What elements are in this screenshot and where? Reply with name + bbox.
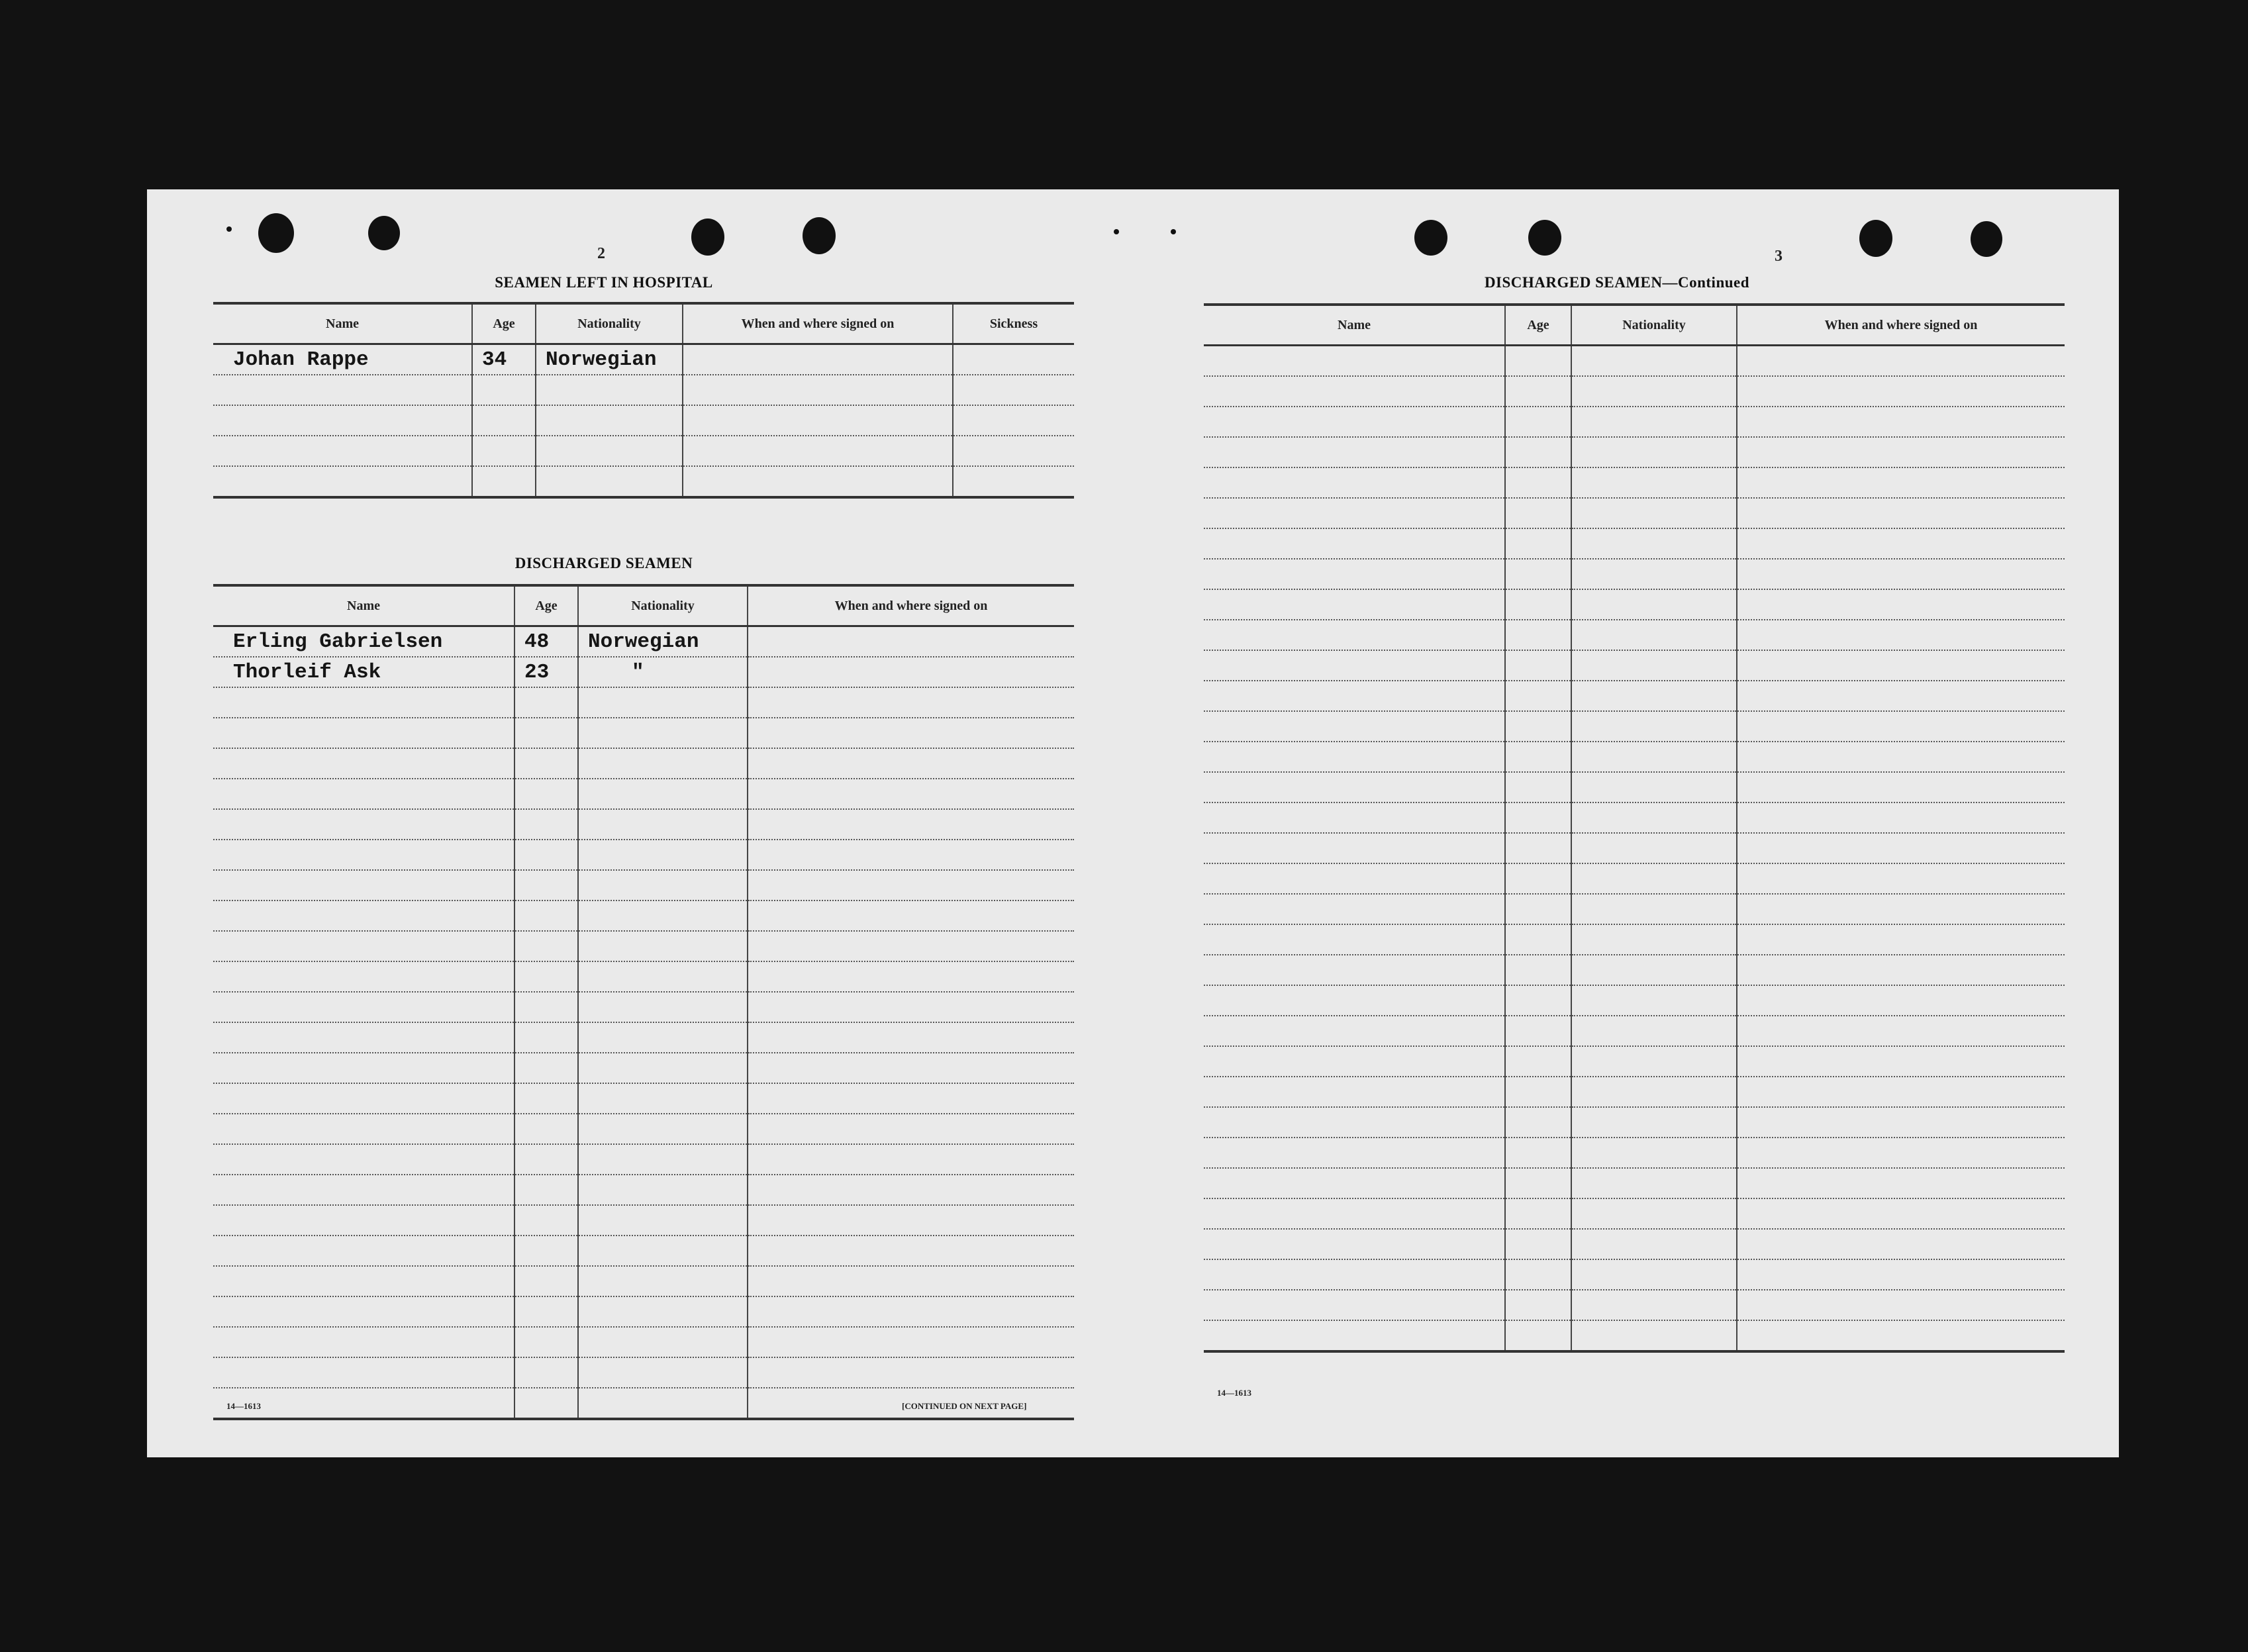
- table-row: [1204, 528, 2065, 559]
- table-row: [213, 1114, 1074, 1144]
- column-header-name: Name: [213, 303, 472, 344]
- table-row: [213, 1205, 1074, 1236]
- cell-name: Johan Rappe: [213, 344, 472, 375]
- table-row: [213, 870, 1074, 900]
- cell-signed-on: [748, 626, 1074, 657]
- cell-nationality: Norwegian: [536, 344, 683, 375]
- discharged-table: [213, 584, 1074, 1420]
- form-code: 14—1613: [1217, 1388, 1251, 1398]
- table-row: [213, 1053, 1074, 1083]
- table-row: [1204, 772, 2065, 802]
- cell-name: Thorleif Ask: [213, 657, 514, 687]
- table-row: [1204, 1168, 2065, 1198]
- table-row: [1204, 894, 2065, 924]
- column-header-nationality: Nationality: [578, 585, 748, 626]
- column-header-age: Age: [1505, 305, 1571, 346]
- table-row: [213, 1236, 1074, 1266]
- punch-hole: [803, 217, 836, 254]
- table-row: [1204, 498, 2065, 528]
- table-row: [1204, 467, 2065, 498]
- hospital-section-title: SEAMEN LEFT IN HOSPITAL: [495, 274, 713, 291]
- table-row: [1204, 681, 2065, 711]
- cell-age: 23: [514, 657, 578, 687]
- punch-hole: [258, 213, 294, 253]
- table-row: [213, 840, 1074, 870]
- column-header-nationality: Nationality: [536, 303, 683, 344]
- table-row: [213, 718, 1074, 748]
- table-row: [213, 1357, 1074, 1388]
- discharged-section-title: DISCHARGED SEAMEN: [514, 555, 693, 571]
- discharged-continued-table: [1204, 303, 2065, 1353]
- cell-name: Erling Gabrielsen: [213, 626, 514, 657]
- table-row: [213, 1022, 1074, 1053]
- column-header-nationality: Nationality: [1571, 305, 1737, 346]
- column-header-age: Age: [472, 303, 536, 344]
- table-row: [213, 466, 1074, 497]
- cell-sickness: [953, 344, 1074, 375]
- table-row: [1204, 589, 2065, 620]
- table-row: [213, 900, 1074, 931]
- cell-signed-on: [683, 344, 953, 375]
- table-row: [213, 1266, 1074, 1296]
- table-row: [213, 436, 1074, 466]
- table-row: [1204, 650, 2065, 681]
- table-row: [213, 657, 1074, 687]
- table-row: [213, 809, 1074, 840]
- page-number: 3: [1775, 248, 1783, 265]
- punch-hole: [1859, 220, 1892, 257]
- table-row: [1204, 985, 2065, 1016]
- table-row: [213, 931, 1074, 961]
- table-row: [213, 992, 1074, 1022]
- table-row: [1204, 437, 2065, 467]
- table-row: [213, 1144, 1074, 1175]
- discharged-continued-title: DISCHARGED SEAMEN—Continued: [1484, 274, 1750, 291]
- table-row: [1204, 559, 2065, 589]
- speck: [226, 226, 232, 232]
- table-row: [1204, 376, 2065, 407]
- speck: [1171, 229, 1176, 234]
- table-row: [1204, 742, 2065, 772]
- cell-nationality: ": [578, 657, 748, 687]
- punch-hole: [1414, 220, 1447, 256]
- column-header-signed-on: When and where signed on: [748, 585, 1074, 626]
- table-row: [213, 626, 1074, 657]
- table-row: [213, 344, 1074, 375]
- table-row: [1204, 1229, 2065, 1259]
- punch-hole: [691, 219, 724, 256]
- table-row: [1204, 620, 2065, 650]
- discharged-table-header: [213, 585, 1074, 626]
- table-row: [213, 687, 1074, 718]
- hospital-table-header: [213, 303, 1074, 344]
- cell-signed-on: [748, 657, 1074, 687]
- table-row: [213, 961, 1074, 992]
- cell-nationality: Norwegian: [578, 626, 748, 657]
- table-row: [1204, 955, 2065, 985]
- table-row: [213, 1327, 1074, 1357]
- punch-hole: [368, 216, 400, 250]
- table-row: [213, 405, 1074, 436]
- table-row: [213, 748, 1074, 779]
- table-row: [1204, 802, 2065, 833]
- column-header-sickness: Sickness: [953, 303, 1074, 344]
- page-number: 2: [597, 245, 605, 262]
- punch-hole: [1971, 221, 2002, 257]
- table-row: [213, 375, 1074, 405]
- speck: [1114, 229, 1119, 234]
- table-row: [213, 1175, 1074, 1205]
- table-row: [1204, 1077, 2065, 1107]
- column-header-age: Age: [514, 585, 578, 626]
- column-header-name: Name: [1204, 305, 1505, 346]
- table-row: [1204, 863, 2065, 894]
- table-row: [1204, 1198, 2065, 1229]
- table-row: [1204, 1016, 2065, 1046]
- table-row: [1204, 1138, 2065, 1168]
- column-header-signed-on: When and where signed on: [683, 303, 953, 344]
- column-header-name: Name: [213, 585, 514, 626]
- left-page: [147, 189, 1140, 1457]
- punch-hole: [1528, 220, 1561, 256]
- table-row: [1204, 1259, 2065, 1290]
- table-row: [213, 1083, 1074, 1114]
- form-code: 14—1613: [226, 1401, 261, 1411]
- right-page: [1140, 189, 2119, 1457]
- table-row: [1204, 1046, 2065, 1077]
- continued-note: [CONTINUED ON NEXT PAGE]: [902, 1401, 1027, 1411]
- column-header-signed-on: When and where signed on: [1737, 305, 2065, 346]
- table-row: [1204, 1107, 2065, 1138]
- table-row: [1204, 346, 2065, 377]
- table-row: [1204, 1290, 2065, 1320]
- hospital-table: [213, 302, 1074, 499]
- table-row: [1204, 407, 2065, 437]
- table-row: [213, 779, 1074, 809]
- cell-age: 48: [514, 626, 578, 657]
- discharged-continued-table-header: [1204, 305, 2065, 346]
- table-row: [1204, 1320, 2065, 1351]
- table-row: [1204, 711, 2065, 742]
- table-row: [1204, 833, 2065, 863]
- cell-age: 34: [472, 344, 536, 375]
- table-row: [1204, 924, 2065, 955]
- document-sheet: [147, 189, 2119, 1457]
- table-row: [213, 1296, 1074, 1327]
